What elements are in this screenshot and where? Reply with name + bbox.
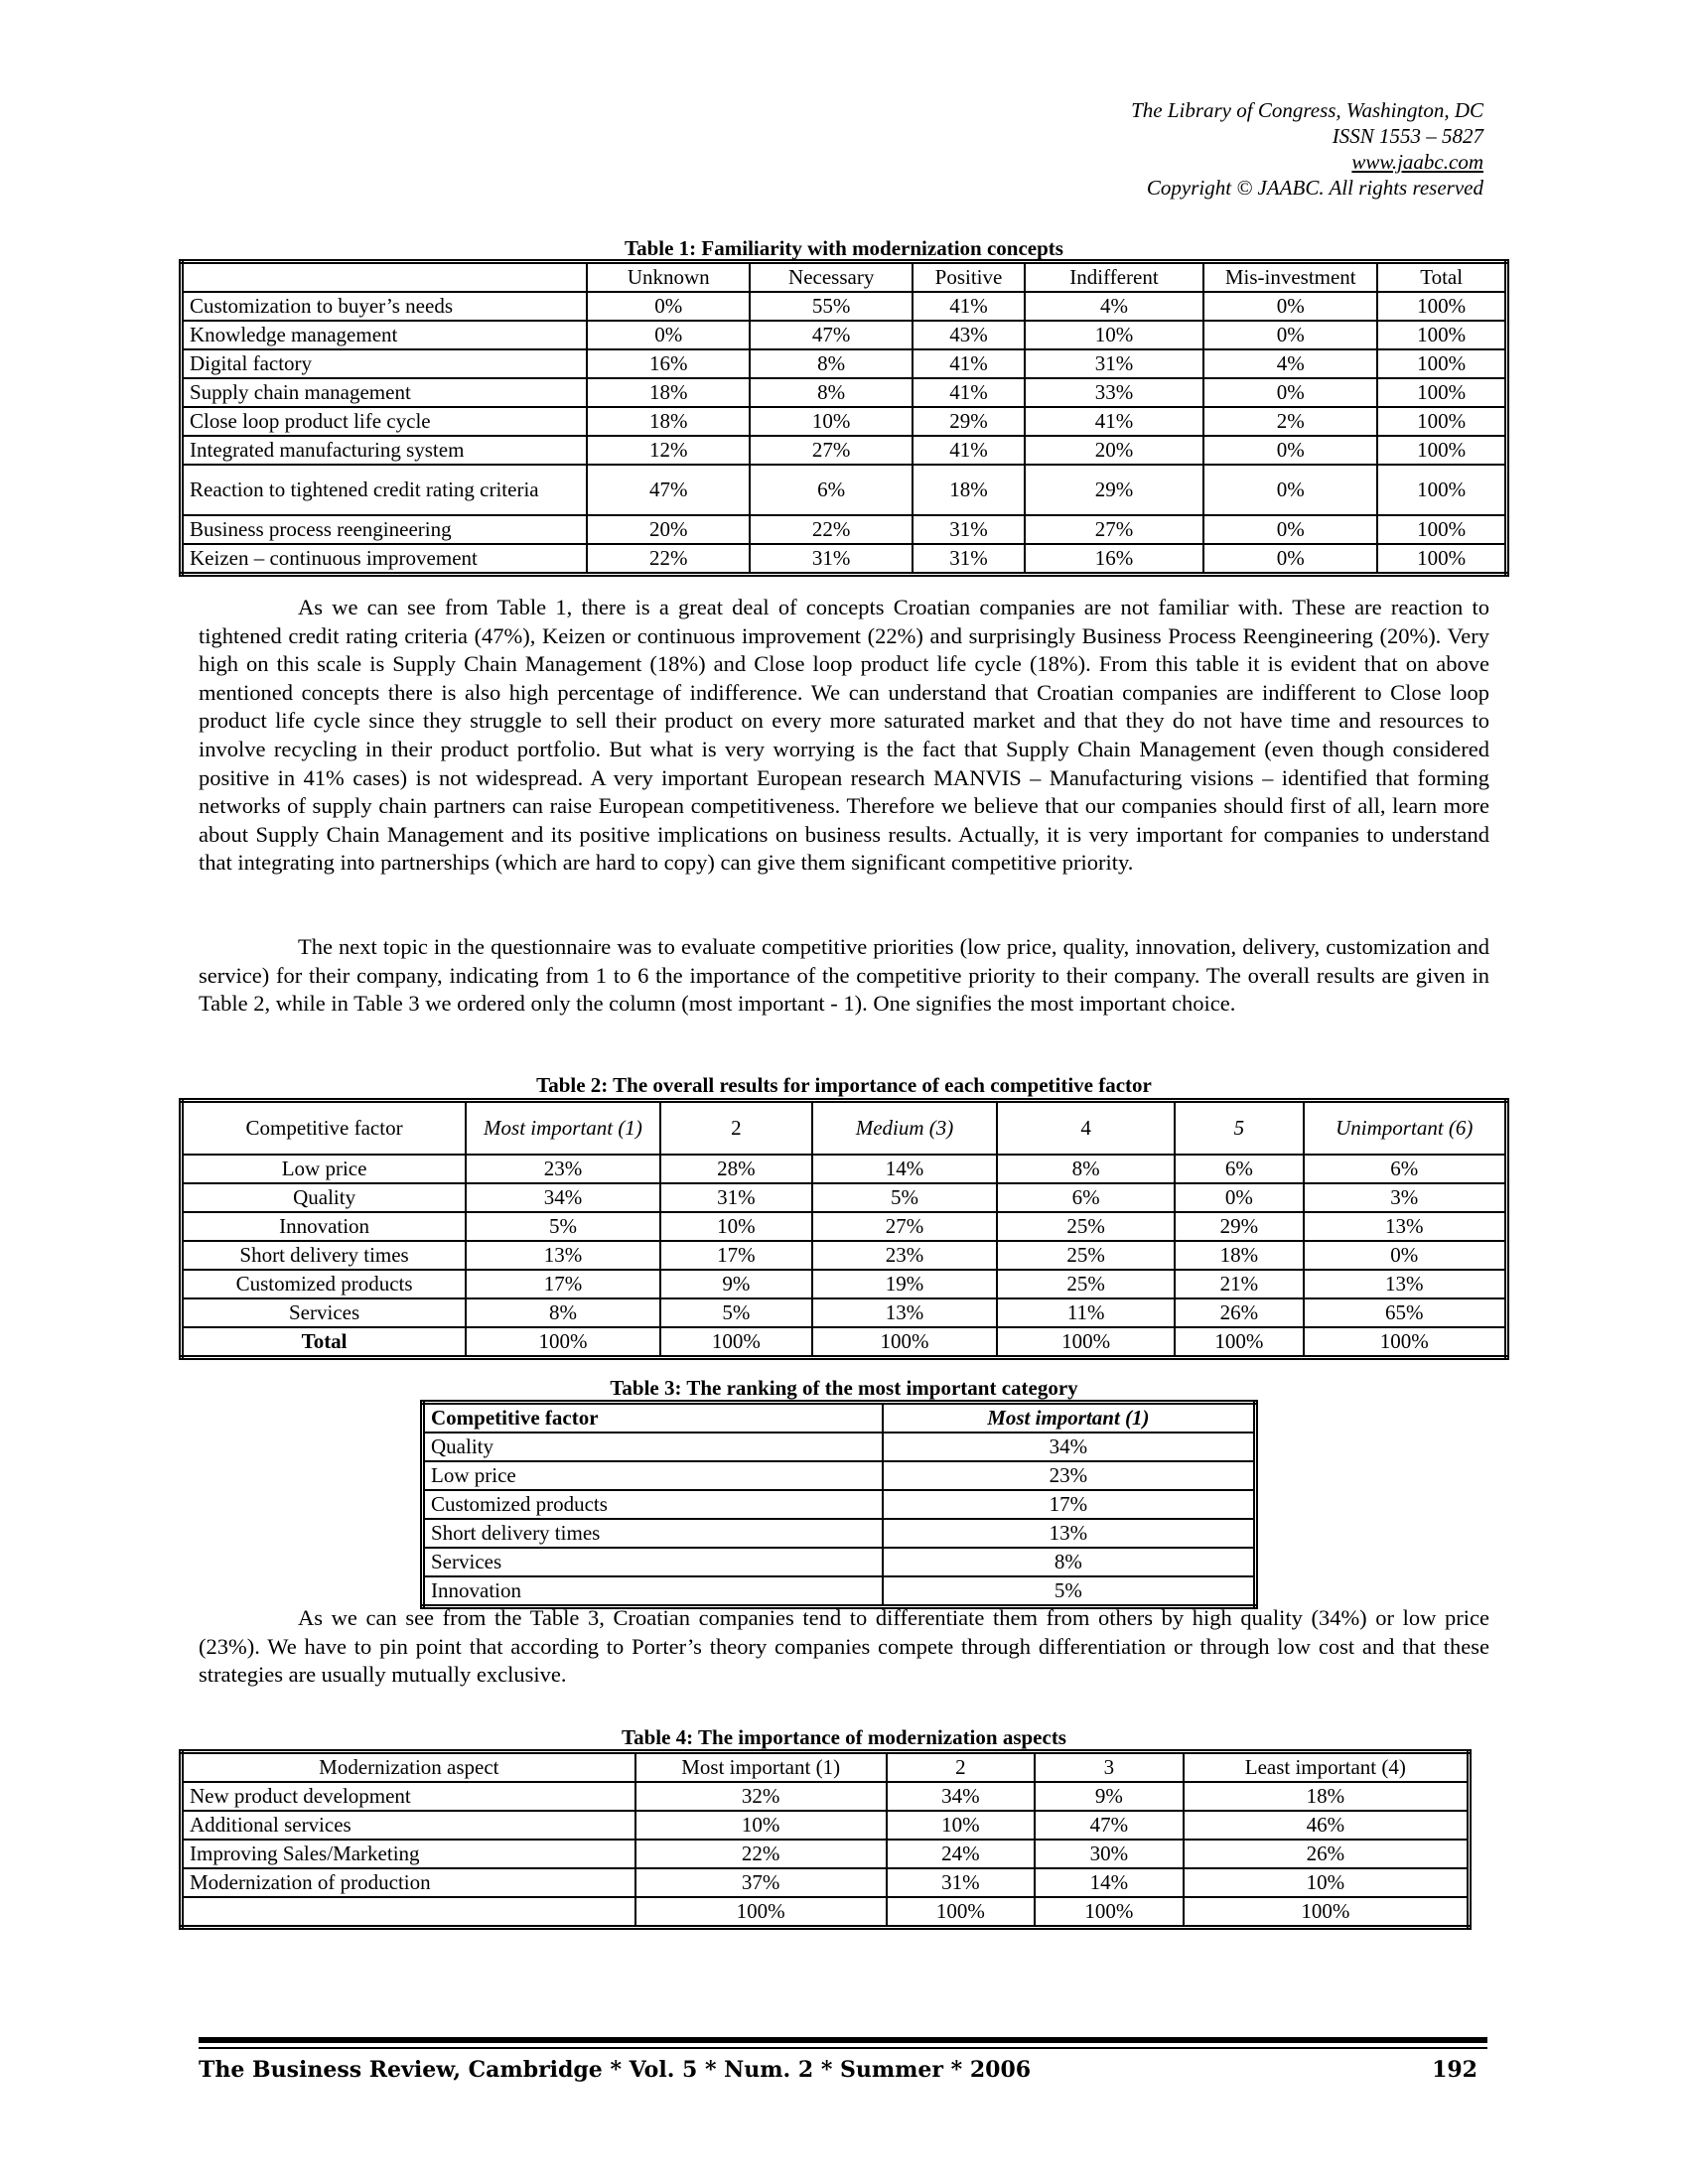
- table-cell: 17%: [883, 1490, 1256, 1519]
- row-label: Short delivery times: [182, 1241, 467, 1270]
- table-row: [182, 1155, 1507, 1183]
- table-cell: 22%: [635, 1840, 887, 1868]
- table-row: [182, 544, 1507, 575]
- table-row: [182, 1298, 1507, 1327]
- row-label: Innovation: [182, 1212, 467, 1241]
- table-cell: 100%: [1377, 292, 1506, 321]
- table-cell: 24%: [887, 1840, 1035, 1868]
- column-header: Unimportant (6): [1304, 1101, 1507, 1155]
- table-cell: 20%: [587, 515, 750, 544]
- column-header: Unknown: [587, 262, 750, 293]
- table-row: [182, 1868, 1470, 1897]
- column-header: Most important (1): [635, 1752, 887, 1783]
- table-cell: 10%: [887, 1811, 1035, 1840]
- column-header: 5: [1175, 1101, 1303, 1155]
- table-cell: 55%: [750, 292, 913, 321]
- table-row: [182, 1811, 1470, 1840]
- table-cell: 29%: [1025, 465, 1203, 515]
- row-label: Keizen – continuous improvement: [182, 544, 588, 575]
- row-label: [182, 1897, 635, 1928]
- table-cell: 100%: [997, 1327, 1175, 1358]
- table-row: [182, 1212, 1507, 1241]
- column-header: 2: [660, 1101, 812, 1155]
- table-cell: 30%: [1035, 1840, 1183, 1868]
- row-label: Improving Sales/Marketing: [182, 1840, 635, 1868]
- table-cell: 13%: [466, 1241, 660, 1270]
- row-label: Low price: [182, 1155, 467, 1183]
- row-label: Supply chain management: [182, 378, 588, 407]
- table-row: [182, 436, 1507, 465]
- table-cell: 31%: [1025, 349, 1203, 378]
- table-cell: 0%: [587, 292, 750, 321]
- table-cell: 46%: [1184, 1811, 1470, 1840]
- table-cell: 100%: [1377, 321, 1506, 349]
- paragraph-table1-discussion: As we can see from Table 1, there is a great deal of concepts Croatian companies are not familiar with. These are reaction to tightened credit rating criteria (47%), Keizen or continuous improvement (22%) and surprisingly Business Process Reengineering (20%). Very high on this scale is Supply Chain Management (18%) and Close loop product life cycle (18%). From this table it is evident that on above mentioned concepts there is also high percentage of indifference. We can understand that Croatian companies are indifferent to Close loop product life cycle since they struggle to sell their product on every more saturated market and that they do not have time and resources to involve recycling in their product portfolio. But what is very worrying is the fact that Supply Chain Management (even though considered positive in 41% cases) is not widespread. A very important European research MANVIS – Manufacturing visions – identified that forming networks of supply chain partners can raise European competitiveness. Therefore we believe that our companies should first of all, learn more about Supply Chain Management and its positive implications on business results. Actually, it is very important for companies to understand that integrating into partnerships (which are hard to copy) can give them significant competitive priority.: [199, 595, 1489, 876]
- table-row: [182, 378, 1507, 407]
- table-cell: 33%: [1025, 378, 1203, 407]
- column-header: Necessary: [750, 262, 913, 293]
- table1: [179, 259, 1509, 577]
- table-row: [182, 465, 1507, 515]
- table-cell: 16%: [587, 349, 750, 378]
- table-cell: 17%: [660, 1241, 812, 1270]
- column-header: Least important (4): [1184, 1752, 1470, 1783]
- table-row: [182, 292, 1507, 321]
- table-cell: 41%: [913, 349, 1025, 378]
- table-cell: 14%: [1035, 1868, 1183, 1897]
- table-row: [182, 407, 1507, 436]
- row-label: Additional services: [182, 1811, 635, 1840]
- table-cell: 0%: [1203, 292, 1377, 321]
- table-cell: 100%: [1184, 1897, 1470, 1928]
- row-label: Services: [182, 1298, 467, 1327]
- table-cell: 0%: [1203, 321, 1377, 349]
- table-cell: 23%: [466, 1155, 660, 1183]
- column-header: Indifferent: [1025, 262, 1203, 293]
- column-header: Most important (1): [466, 1101, 660, 1155]
- table-cell: 5%: [660, 1298, 812, 1327]
- table-cell: 100%: [1377, 407, 1506, 436]
- table-cell: 27%: [750, 436, 913, 465]
- row-label: Services: [423, 1548, 883, 1576]
- column-header: Mis-investment: [1203, 262, 1377, 293]
- row-label: New product development: [182, 1782, 635, 1811]
- row-label: Modernization of production: [182, 1868, 635, 1897]
- table-cell: 34%: [466, 1183, 660, 1212]
- table-cell: 4%: [1025, 292, 1203, 321]
- table-cell: 32%: [635, 1782, 887, 1811]
- table-cell: 18%: [1184, 1782, 1470, 1811]
- table-cell: 100%: [1377, 465, 1506, 515]
- row-label: Quality: [423, 1433, 883, 1461]
- table-cell: 10%: [750, 407, 913, 436]
- table-cell: 13%: [812, 1298, 997, 1327]
- table-cell: 47%: [1035, 1811, 1183, 1840]
- table-cell: 31%: [660, 1183, 812, 1212]
- table-cell: 20%: [1025, 436, 1203, 465]
- table-cell: 47%: [750, 321, 913, 349]
- table4-header-row: [182, 1752, 1470, 1783]
- table-cell: 10%: [635, 1811, 887, 1840]
- table-cell: 65%: [1304, 1298, 1507, 1327]
- table-cell: 2%: [1203, 407, 1377, 436]
- table-cell: 18%: [587, 378, 750, 407]
- table-cell: 23%: [812, 1241, 997, 1270]
- table-cell: 6%: [750, 465, 913, 515]
- table-cell: 0%: [1203, 465, 1377, 515]
- paragraph-competitive-priorities: The next topic in the questionnaire was to evaluate competitive priorities (low price, quality, innovation, delivery, customization and service) for their company, indicating from 1 to 6 the importance of the competitive priority to their company. The overall results are given in Table 2, while in Table 3 we ordered only the column (most important - 1). One signifies the most important choice.: [199, 934, 1489, 1017]
- row-label: Quality: [182, 1183, 467, 1212]
- table-cell: 0%: [1203, 515, 1377, 544]
- column-header: Modernization aspect: [182, 1752, 635, 1783]
- table-cell: 16%: [1025, 544, 1203, 575]
- table-cell: 0%: [587, 321, 750, 349]
- table-cell: 34%: [887, 1782, 1035, 1811]
- row-label: Short delivery times: [423, 1519, 883, 1548]
- table-row: [182, 1270, 1507, 1298]
- table3-header-row: [423, 1403, 1256, 1433]
- table-cell: 10%: [660, 1212, 812, 1241]
- table-cell: 100%: [1035, 1897, 1183, 1928]
- table-cell: 18%: [913, 465, 1025, 515]
- table-cell: 0%: [1203, 378, 1377, 407]
- table-cell: 100%: [466, 1327, 660, 1358]
- table-cell: 29%: [1175, 1212, 1303, 1241]
- column-header: [182, 262, 588, 293]
- row-label: Knowledge management: [182, 321, 588, 349]
- column-header: Competitive factor: [423, 1403, 883, 1433]
- table-cell: 8%: [466, 1298, 660, 1327]
- row-label: Innovation: [423, 1576, 883, 1607]
- table-cell: 13%: [883, 1519, 1256, 1548]
- table2-caption: Table 2: The overall results for importance of each competitive factor: [536, 1073, 1152, 1097]
- table-cell: 18%: [587, 407, 750, 436]
- table-cell: 47%: [587, 465, 750, 515]
- table-cell: 8%: [750, 378, 913, 407]
- table-row: [182, 1840, 1470, 1868]
- table-cell: 23%: [883, 1461, 1256, 1490]
- table-cell: 26%: [1175, 1298, 1303, 1327]
- table-cell: 25%: [997, 1270, 1175, 1298]
- table-cell: 5%: [812, 1183, 997, 1212]
- table-cell: 13%: [1304, 1270, 1507, 1298]
- table-cell: 0%: [1175, 1183, 1303, 1212]
- table-cell: 8%: [997, 1155, 1175, 1183]
- table1-caption: Table 1: Familiarity with modernization concepts: [625, 236, 1063, 260]
- table2-header-row: [182, 1101, 1507, 1155]
- table-cell: 8%: [883, 1548, 1256, 1576]
- running-header: [1131, 97, 1483, 201]
- table-row: [182, 1241, 1507, 1270]
- column-header: 2: [887, 1752, 1035, 1783]
- row-label: Business process reengineering: [182, 515, 588, 544]
- table-cell: 13%: [1304, 1212, 1507, 1241]
- table-cell: 5%: [883, 1576, 1256, 1607]
- table3: [420, 1400, 1258, 1609]
- table1-header-row: [182, 262, 1507, 293]
- table-cell: 9%: [1035, 1782, 1183, 1811]
- table-cell: 9%: [660, 1270, 812, 1298]
- table-row: [423, 1461, 1256, 1490]
- table-cell: 100%: [1377, 544, 1506, 575]
- table-cell: 21%: [1175, 1270, 1303, 1298]
- table2: [179, 1098, 1509, 1360]
- header-website-link[interactable]: www.jaabc.com: [1351, 150, 1483, 174]
- table-cell: 6%: [1304, 1155, 1507, 1183]
- table-cell: 10%: [1184, 1868, 1470, 1897]
- table-cell: 14%: [812, 1155, 997, 1183]
- row-label: Digital factory: [182, 349, 588, 378]
- row-label: Customized products: [423, 1490, 883, 1519]
- table-cell: 100%: [1377, 378, 1506, 407]
- table4: [179, 1749, 1472, 1930]
- row-label: Integrated manufacturing system: [182, 436, 588, 465]
- table-cell: 100%: [812, 1327, 997, 1358]
- table-cell: 100%: [1377, 349, 1506, 378]
- table-cell: 17%: [466, 1270, 660, 1298]
- table-cell: 31%: [913, 544, 1025, 575]
- table-row: [423, 1433, 1256, 1461]
- table-cell: 27%: [812, 1212, 997, 1241]
- row-label: Reaction to tightened credit rating criteria: [182, 465, 588, 515]
- table-cell: 25%: [997, 1212, 1175, 1241]
- table3-caption: Table 3: The ranking of the most important category: [610, 1376, 1078, 1400]
- table-cell: 34%: [883, 1433, 1256, 1461]
- table-cell: 6%: [1175, 1155, 1303, 1183]
- table-row: [423, 1490, 1256, 1519]
- row-label: Customized products: [182, 1270, 467, 1298]
- row-label: Close loop product life cycle: [182, 407, 588, 436]
- table4-caption: Table 4: The importance of modernization aspects: [622, 1725, 1066, 1749]
- header-copyright: Copyright © JAABC. All rights reserved: [1146, 176, 1483, 200]
- table-cell: 100%: [887, 1897, 1035, 1928]
- table-cell: 100%: [660, 1327, 812, 1358]
- page-number: 192: [1432, 2057, 1477, 2083]
- table-cell: 100%: [1377, 515, 1506, 544]
- column-header: 3: [1035, 1752, 1183, 1783]
- footer-rule: [199, 2037, 1487, 2043]
- column-header: Medium (3): [812, 1101, 997, 1155]
- column-header: Positive: [913, 262, 1025, 293]
- table-row: [182, 1897, 1470, 1928]
- table-row: [423, 1519, 1256, 1548]
- column-header: Competitive factor: [182, 1101, 467, 1155]
- table-cell: 37%: [635, 1868, 887, 1897]
- table-cell: 26%: [1184, 1840, 1470, 1868]
- table-cell: 11%: [997, 1298, 1175, 1327]
- table-cell: 19%: [812, 1270, 997, 1298]
- table-row: [423, 1548, 1256, 1576]
- table-cell: 31%: [750, 544, 913, 575]
- table-cell: 100%: [1304, 1327, 1507, 1358]
- row-label: Customization to buyer’s needs: [182, 292, 588, 321]
- paragraph-table3-discussion: As we can see from the Table 3, Croatian companies tend to differentiate them from others by high quality (34%) or low price (23%). We have to pin point that according to Porter’s theory companies compete through differentiation or through low cost and that these strategies are usually mutually exclusive.: [199, 1605, 1489, 1688]
- table-cell: 12%: [587, 436, 750, 465]
- table-cell: 22%: [750, 515, 913, 544]
- table-cell: 6%: [997, 1183, 1175, 1212]
- table-cell: 18%: [1175, 1241, 1303, 1270]
- table-row: [182, 321, 1507, 349]
- row-label: Total: [182, 1327, 467, 1358]
- table-cell: 10%: [1025, 321, 1203, 349]
- table-cell: 31%: [913, 515, 1025, 544]
- table-cell: 100%: [1175, 1327, 1303, 1358]
- table-cell: 100%: [1377, 436, 1506, 465]
- table-cell: 41%: [913, 292, 1025, 321]
- table-cell: 4%: [1203, 349, 1377, 378]
- table-cell: 41%: [1025, 407, 1203, 436]
- row-label: Low price: [423, 1461, 883, 1490]
- column-header: Most important (1): [883, 1403, 1256, 1433]
- table-cell: 100%: [635, 1897, 887, 1928]
- table-row: [182, 1782, 1470, 1811]
- table-cell: 3%: [1304, 1183, 1507, 1212]
- table-cell: 0%: [1203, 544, 1377, 575]
- table-cell: 28%: [660, 1155, 812, 1183]
- footer-rule-thin: [199, 2047, 1487, 2049]
- header-library: The Library of Congress, Washington, DC: [1131, 98, 1483, 122]
- footer: [199, 2057, 1487, 2087]
- table-row: [423, 1576, 1256, 1607]
- table-cell: 5%: [466, 1212, 660, 1241]
- table-cell: 27%: [1025, 515, 1203, 544]
- table-cell: 41%: [913, 436, 1025, 465]
- column-header: Total: [1377, 262, 1506, 293]
- table-cell: 22%: [587, 544, 750, 575]
- footer-journal: The Business Review, Cambridge * Vol. 5 * Num. 2 * Summer * 2006: [199, 2057, 1032, 2083]
- table-cell: 31%: [887, 1868, 1035, 1897]
- table-cell: 41%: [913, 378, 1025, 407]
- table-row: [182, 1183, 1507, 1212]
- table-row: [182, 1327, 1507, 1358]
- table-row: [182, 349, 1507, 378]
- table-cell: 8%: [750, 349, 913, 378]
- column-header: 4: [997, 1101, 1175, 1155]
- table-cell: 0%: [1304, 1241, 1507, 1270]
- table-cell: 43%: [913, 321, 1025, 349]
- table-cell: 29%: [913, 407, 1025, 436]
- table-row: [182, 515, 1507, 544]
- table-cell: 25%: [997, 1241, 1175, 1270]
- header-issn: ISSN 1553 – 5827: [1332, 124, 1483, 148]
- table-cell: 0%: [1203, 436, 1377, 465]
